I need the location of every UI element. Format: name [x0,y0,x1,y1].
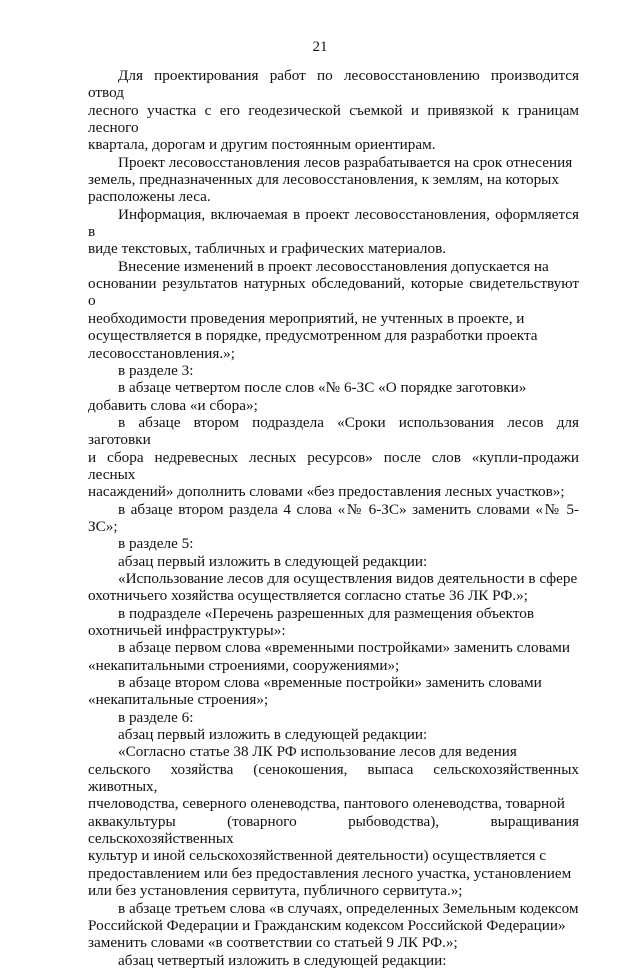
paragraph: в разделе 6: [118,708,194,726]
paragraph: в разделе 3: [118,361,194,379]
document-body [88,67,579,969]
paragraph: в абзаце четвертом после слов «№ 6-ЗС «О порядке заготовки» добавить слова «и сбора»; [88,379,527,414]
paragraph: абзац четвертый изложить в следующей редакции: [118,951,447,969]
paragraph: в разделе 5: [118,535,194,553]
paragraph: в абзаце третьем слова «в случаях, определенных Земельным кодексом Российской Федерации и Гражданским кодексом Российской Федерации» заменить словами «в соответствии со статьей 9 ЛК РФ.»; [88,899,579,952]
paragraph: в абзаце первом слова «временными постройками» заменить словами «некапитальными строениями, сооружениями»; [88,639,571,674]
paragraph: Проект лесовосстановления лесов разрабатывается на срок отнесения земель, предназначенных для лесовосстановления, к землям, на которых расположены леса. [88,153,573,206]
paragraph: в абзаце втором раздела 4 слова «№ 6-ЗС» заменить словами «№ 5-ЗС»; [88,500,579,535]
paragraph: Внесение изменений в проект лесовосстановления допускается на основании результатов натурных обследований, которые свидетельствуют о необходимости проведения мероприятий, не учтенных в проекте, и осуществляется в порядке, предусмотренном для разработки проекта лесовосстановления.»; [88,257,579,362]
paragraph: Информация, включаемая в проект лесовосстановления, оформляется в виде текстовых, табличных и графических материалов. [88,205,579,258]
paragraph: абзац первый изложить в следующей редакции: [118,726,428,744]
paragraph: в абзаце втором подраздела «Сроки использования лесов для заготовки и сбора недревесных лесных ресурсов» после слов «купли-продажи лесных насаждений» дополнить словами «без предоставления лесных участков»; [88,413,579,501]
paragraph: «Использование лесов для осуществления видов деятельности в сфере охотничьего хозяйства осуществляется согласно статье 36 ЛК РФ.»; [88,569,578,605]
paragraph: в подразделе «Перечень разрешенных для размещения объектов охотничьей инфраструктуры»: [88,604,535,639]
paragraph: в абзаце втором слова «временные постройки» заменить словами «некапитальные строения»; [88,674,542,709]
paragraph: абзац первый изложить в следующей редакции: [118,552,428,570]
paragraph: Для проектирования работ по лесовосстановлению производится отвод лесного участка с его геодезической съемкой и привязкой к границам лесного квартала, дорогам и другим постоянным ориентирам. [88,67,579,154]
page-number: 21 [312,39,328,55]
paragraph: «Согласно статье 38 ЛК РФ использование лесов для ведения сельского хозяйства (сенокошения, выпаса сельскохозяйственных животных, пчеловодства, северного оленеводства, пантового оленеводства, товарной аквакультуры (товарного рыбоводства), выращивания сельскохозяйственных культур и иной сельскохозяйственной деятельности) осуществляется с предоставлением или без предоставления лесного участка, установлением или без установления сервитута, публичного сервитута.»; [88,743,579,900]
